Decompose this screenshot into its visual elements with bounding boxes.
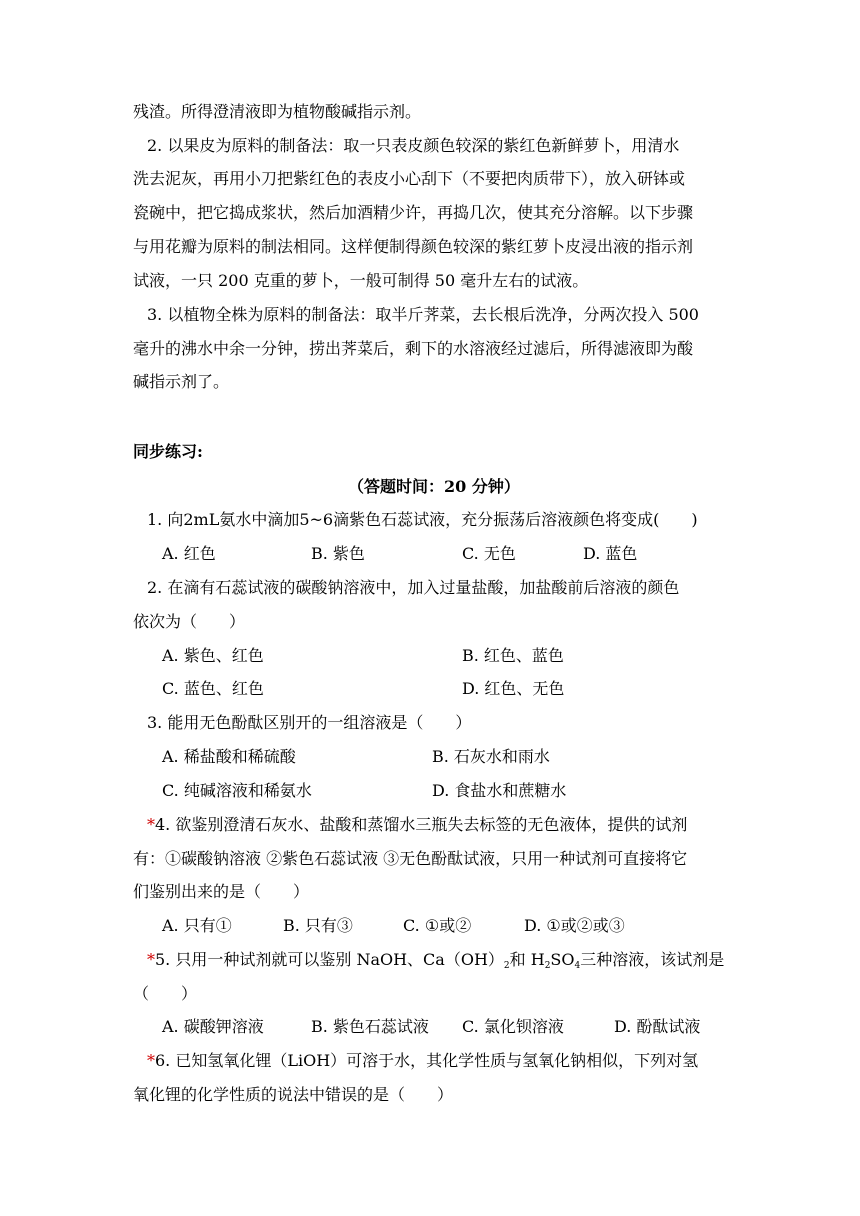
question-5-option-c: C. 氯化钡溶液 [462,1017,564,1036]
question-5-stem [147,950,724,970]
question-5-option-d: D. 酚酞试液 [614,1017,701,1036]
intro-line: 残渣。所得澄清液即为植物酸碱指示剂。 [133,102,422,121]
question-5-stem-text: 三种溶液，该试剂是 [580,950,725,969]
intro-paragraph-3-line: 毫升的沸水中余一分钟，捞出荠菜后，剩下的水溶液经过滤后，所得滤液即为酸 [133,339,694,358]
intro-paragraph-2-line: 洗去泥灰，再用小刀把紫红色的表皮小心刮下（不要把肉质带下），放入研钵或 [133,169,686,188]
intro-paragraph-2-line: 2. 以果皮为原料的制备法：取一只表皮颜色较深的紫红色新鲜萝卜，用清水 [147,136,680,155]
subscript: 2 [503,961,510,971]
question-2-option-b: B. 红色、蓝色 [462,646,564,665]
question-3-option-c: C. 纯碱溶液和稀氨水 [162,781,312,800]
intro-paragraph-2-line: 与用花瓣为原料的制法相同。这样便制得颜色较深的紫红萝卜皮浸出液的指示剂 [133,237,694,256]
question-1-option-d: D. 蓝色 [583,544,638,563]
question-5-stem-text: 和 H [509,950,545,969]
question-4-option-a: A. 只有① [162,916,232,935]
question-4-stem: 有：①碳酸钠溶液 ②紫色石蕊试液 ③无色酚酞试液，只用一种试剂可直接将它 [133,849,688,868]
question-4-option-b: B. 只有③ [283,916,353,935]
question-1-option-a: A. 红色 [162,544,216,563]
question-2-option-a: A. 紫色、红色 [162,646,264,665]
section-heading: 同步练习: [133,442,203,461]
question-3-stem: 3. 能用无色酚酞区别开的一组溶液是（ ） [147,713,472,732]
question-3-option-a: A. 稀盐酸和稀硫酸 [162,747,296,766]
question-2-stem: 2. 在滴有石蕊试液的碳酸钠溶液中，加入过量盐酸，加盐酸前后溶液的颜色 [147,578,680,597]
question-4-stem-text: 4. 欲鉴别澄清石灰水、盐酸和蒸馏水三瓶失去标签的无色液体，提供的试剂 [155,815,688,834]
optional-star: * [147,950,155,969]
optional-star: * [147,1051,155,1070]
question-5-option-b: B. 紫色石蕊试液 [311,1017,429,1036]
question-2-option-d: D. 红色、无色 [462,679,565,698]
question-1-stem: 1. 向2mL氨水中滴加5~6滴紫色石蕊试液，充分振荡后溶液颜色将变成( ) [147,510,698,529]
intro-paragraph-2-line: 瓷碗中，把它捣成浆状，然后加酒精少许，再捣几次，使其充分溶解。以下步骤 [133,203,694,222]
question-3-option-d: D. 食盐水和蔗糖水 [432,781,567,800]
question-5-stem: （ ） [133,984,198,1003]
question-2-option-c: C. 蓝色、红色 [162,679,264,698]
question-1-option-b: B. 紫色 [311,544,365,563]
question-4-option-c: C. ①或② [403,916,472,935]
question-5-option-a: A. 碳酸钾溶液 [162,1017,264,1036]
intro-paragraph-3-line: 3. 以植物全株为原料的制备法：取半斤荠菜，去长根后洗净，分两次投入 500 [147,305,699,324]
subscript: 4 [574,961,581,971]
intro-paragraph-2-line: 试液，一只 200 克重的萝卜，一般可制得 50 毫升左右的试液。 [133,271,589,290]
question-6-stem [147,1051,698,1071]
intro-paragraph-3-line: 碱指示剂了。 [133,372,230,391]
question-2-stem: 依次为（ ） [133,612,246,631]
question-1-option-c: C. 无色 [462,544,516,563]
optional-star: * [147,815,155,834]
question-3-option-b: B. 石灰水和雨水 [432,747,550,766]
question-4-option-d: D. ①或②或③ [524,916,625,935]
subscript: 2 [544,961,551,971]
question-4-stem [147,815,687,835]
question-5-stem-text: 5. 只用一种试剂就可以鉴别 NaOH、Ca（OH） [155,950,504,969]
question-6-stem: 氧化锂的化学性质的说法中错误的是（ ） [133,1085,454,1104]
question-6-stem-text: 6. 已知氢氧化锂（LiOH）可溶于水，其化学性质与氢氧化钠相似，下列对氢 [155,1051,699,1070]
question-5-stem-text: SO [550,950,575,969]
answer-time-note: （答题时间：20 分钟） [348,477,520,496]
question-4-stem: 们鉴别出来的是（ ） [133,882,310,901]
